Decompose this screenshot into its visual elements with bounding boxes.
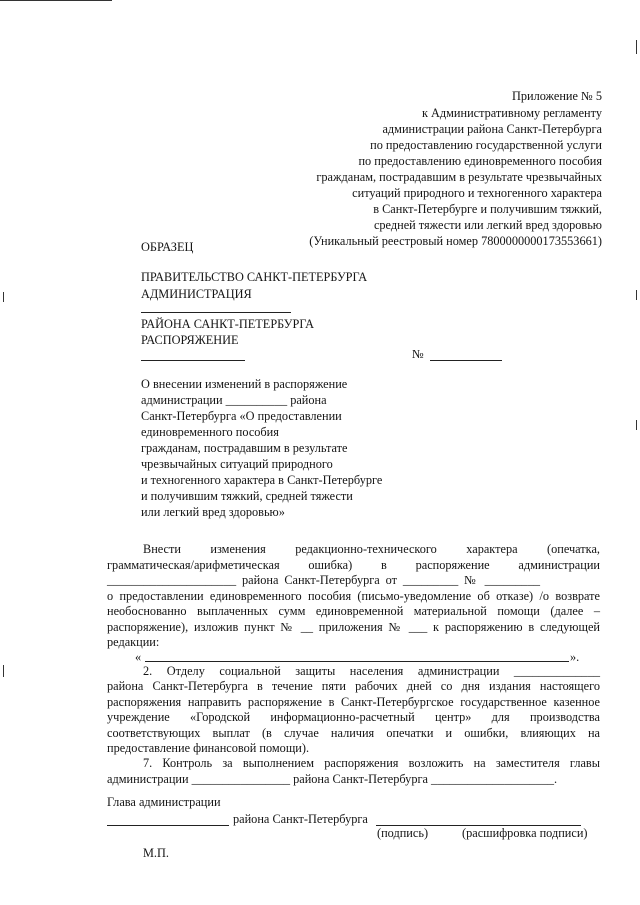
scan-edge-mark (3, 292, 4, 302)
subject-line: гражданам, пострадавшим в результате (141, 441, 348, 455)
body-line: администрации ________________ района Санкт-Петербурга ____________________. (107, 772, 558, 786)
body-line: района Санкт-Петербурга в течение пяти рабочих дней со дня издания настоящего (107, 679, 600, 693)
body-line: грамматическая/арифметическая ошибка) в распоряжение администрации (107, 558, 600, 572)
subject-line: Санкт-Петербурга «О предоставлении (141, 409, 342, 423)
subject-line: или легкий вред здоровью» (141, 505, 285, 519)
header-line: по предоставлению государственной услуги (370, 138, 602, 152)
quote-open: « (135, 650, 142, 664)
body-line: предоставление финансовой помощи). (107, 741, 310, 755)
body-line: о предоставлении единовременного пособия (письмо-уведомление об отказе) /о возврате (107, 589, 600, 603)
subject-line: чрезвычайных ситуаций природного (141, 457, 333, 471)
scan-edge-mark (636, 290, 637, 300)
org-administration: АДМИНИСТРАЦИЯ (141, 287, 252, 301)
stamp-label: М.П. (143, 846, 169, 860)
header-line: по предоставлению единовременного пособия (358, 154, 602, 168)
scan-edge-mark (3, 665, 4, 677)
scan-edge-mark (636, 420, 637, 430)
registry-number: (Уникальный реестровый номер 7800000000173553661) (309, 234, 602, 248)
subject-line: и получившим тяжкий, средней тяжести (141, 489, 353, 503)
header-line: Приложение № 5 (511, 89, 602, 103)
date-blank-line (141, 360, 245, 361)
subject-line: единовременного пособия (141, 425, 279, 439)
scan-edge-mark (636, 40, 637, 54)
body-line: 2. Отделу социальной защиты населения администрации ______________ (143, 664, 600, 678)
signature-decrypt-caption: (расшифровка подписи) (462, 826, 588, 840)
body-line: распоряжение), изложив пункт № __ приложения № ___ к распоряжению в следующей (107, 620, 600, 634)
body-line: распоряжения направить распоряжение в Санкт-Петербургское государственное казенное (107, 695, 600, 709)
quote-blank-line (145, 661, 569, 662)
body-line: необоснованно выплаченных сумм единовременной материальной помощи (далее – (107, 604, 600, 618)
body-line: редакции: (107, 635, 160, 649)
number-label: № (412, 347, 424, 361)
district-name-blank-line (107, 825, 229, 826)
org-government: ПРАВИТЕЛЬСТВО САНКТ-ПЕТЕРБУРГА (141, 270, 368, 284)
document-type: РАСПОРЯЖЕНИЕ (141, 333, 239, 347)
subject-line: и техногенного характера в Санкт-Петербурге (141, 473, 383, 487)
district-blank-line (141, 312, 291, 313)
org-district: РАЙОНА САНКТ-ПЕТЕРБУРГА (141, 317, 314, 331)
body-line: 7. Контроль за выполнением распоряжения возложить на заместителя главы (143, 756, 600, 770)
scan-edge-mark (0, 0, 112, 1)
district-label: района Санкт-Петербурга (233, 812, 368, 826)
body-line: учреждение «Городской информационно-расчетный центр» для производства (107, 710, 600, 724)
number-blank-line (430, 360, 502, 361)
body-line: Внести изменения редакционно-технического характера (опечатка, (143, 542, 600, 556)
head-of-administration-label: Глава администрации (107, 795, 221, 809)
sample-label: ОБРАЗЕЦ (141, 240, 194, 254)
header-line: в Санкт-Петербурге и получившим тяжкий, (373, 202, 602, 216)
quote-close: ». (570, 650, 580, 664)
header-line: администрации района Санкт-Петербурга (382, 122, 602, 136)
header-line: средней тяжести или легкий вред здоровью (373, 218, 602, 232)
signature-caption: (подпись) (377, 826, 429, 840)
subject-line: администрации __________ района (141, 393, 327, 407)
body-line: соответствующих выплат (в случае наличия опечатки и ошибки, влияющих на (107, 726, 600, 740)
header-line: ситуаций природного и техногенного характера (352, 186, 602, 200)
body-line: _____________________ района Санкт-Петербурга от _________ № _________ (107, 573, 540, 587)
subject-line: О внесении изменений в распоряжение (141, 377, 348, 391)
header-line: к Административному регламенту (421, 106, 602, 120)
header-line: гражданам, пострадавшим в результате чрезвычайных (316, 170, 602, 184)
